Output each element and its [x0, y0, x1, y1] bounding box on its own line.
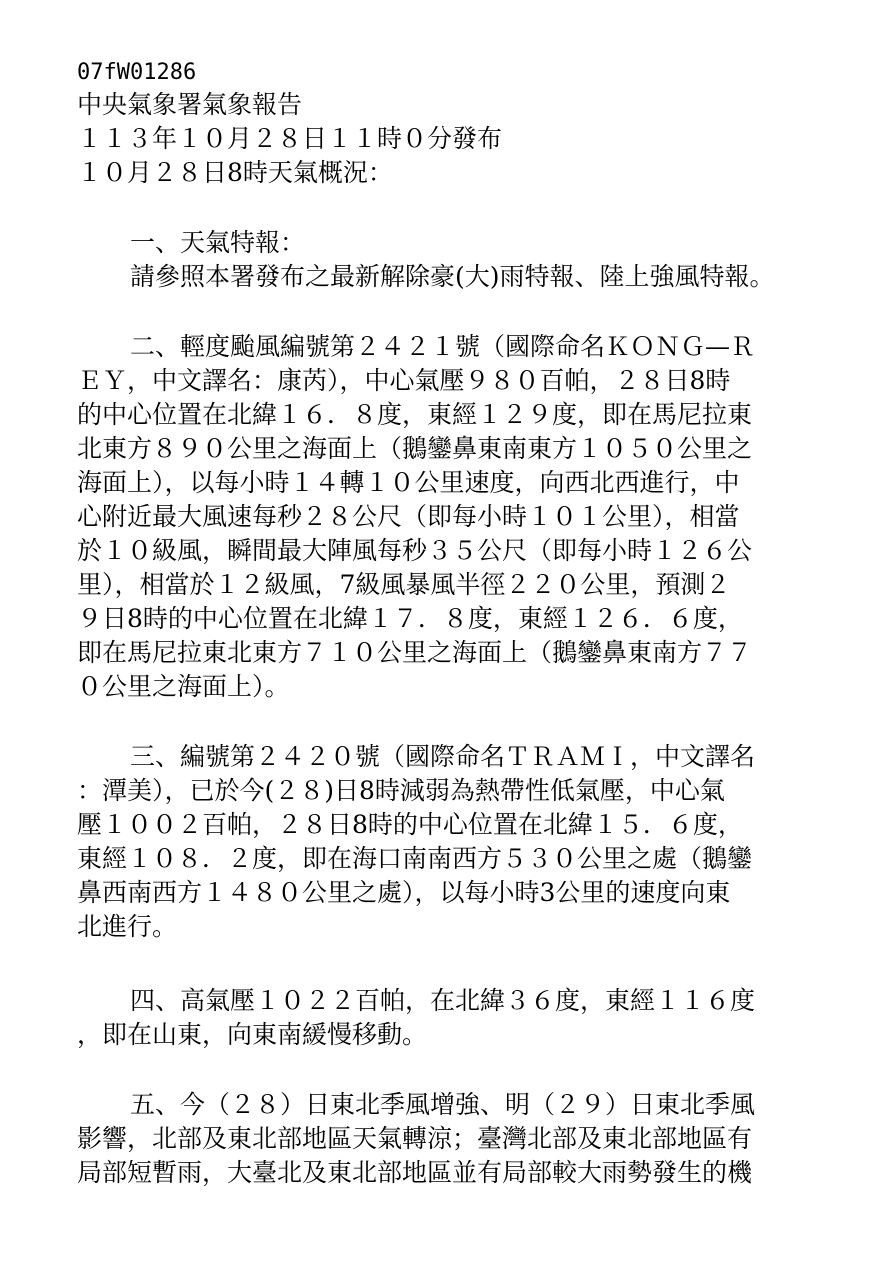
- section-2-line: ０公里之海面上）。: [77, 672, 290, 701]
- section-2-line: 北東方８９０公里之海面上（鵝鑾鼻東南東方１０５０公里之: [77, 434, 753, 463]
- section-4-line: 四、高氣壓１０２２百帕，在北緯３６度，東經１１６度: [130, 986, 756, 1015]
- section-2-line: 海面上），以每小時１４轉１０公里速度，向西北西進行，中: [77, 468, 740, 497]
- section-1-heading: 一、天氣特報：: [130, 228, 306, 257]
- section-5-line: 五、今（２８）日東北季風增強、明（２９）日東北季風: [130, 1090, 756, 1119]
- overview-heading: １０月２８日8時天氣概況：: [77, 158, 393, 187]
- report-title: 中央氣象署氣象報告: [77, 90, 303, 119]
- section-2-line: 二、輕度颱風編號第２４２１號（國際命名ＫＯＮＧ—Ｒ: [130, 332, 756, 361]
- section-2-line: 里），相當於１２級風，7級風暴風半徑２２０公里，預測２: [77, 570, 731, 599]
- section-3-line: 東經１０８．２度，即在海口南南西方５３０公里之處（鵝鑾: [77, 844, 753, 873]
- section-3-line: 三、編號第２４２０號（國際命名ＴＲＡＭＩ，中文譯名: [130, 742, 756, 771]
- section-2-line: 的中心位置在北緯１６．８度，東經１２９度，即在馬尼拉東: [77, 400, 753, 429]
- doc-code: 07fW01286: [77, 60, 197, 85]
- section-3-line: ：潭美），已於今(２８)日8時減弱為熱帶性低氣壓，中心氣: [77, 776, 725, 805]
- section-2-line: 於１０級風，瞬間最大陣風每秒３５公尺（即每小時１２６公: [77, 536, 753, 565]
- section-2-line: 心附近最大風速每秒２８公尺（即每小時１０１公里），相當: [77, 502, 740, 531]
- section-2-line: ＥＹ，中文譯名：康芮），中心氣壓９８０百帕，２８日8時: [77, 366, 731, 395]
- section-1-text: 請參照本署發布之最新解除豪(大)雨特報、陸上強風特報。: [130, 262, 775, 291]
- section-5-line: 影響，北部及東北部地區天氣轉涼；臺灣北部及東北部地區有: [77, 1124, 753, 1153]
- section-2-line: ９日8時的中心位置在北緯１７．８度，東經１２６．６度，: [77, 604, 743, 633]
- section-3-line: 壓１００２百帕，２８日8時的中心位置在北緯１５．６度，: [77, 810, 743, 839]
- section-3-line: 鼻西南西方１４８０公里之處），以每小時3公里的速度向東: [77, 878, 731, 907]
- issue-time: １１３年１０月２８日１１時０分發布: [77, 124, 503, 153]
- section-5-line: 局部短暫雨，大臺北及東北部地區並有局部較大雨勢發生的機: [77, 1158, 753, 1187]
- section-3-line: 北進行。: [77, 912, 178, 941]
- section-4-line: ，即在山東，向東南緩慢移動。: [77, 1020, 428, 1049]
- section-2-line: 即在馬尼拉東北東方７１０公里之海面上（鵝鑾鼻東南方７７: [77, 638, 753, 667]
